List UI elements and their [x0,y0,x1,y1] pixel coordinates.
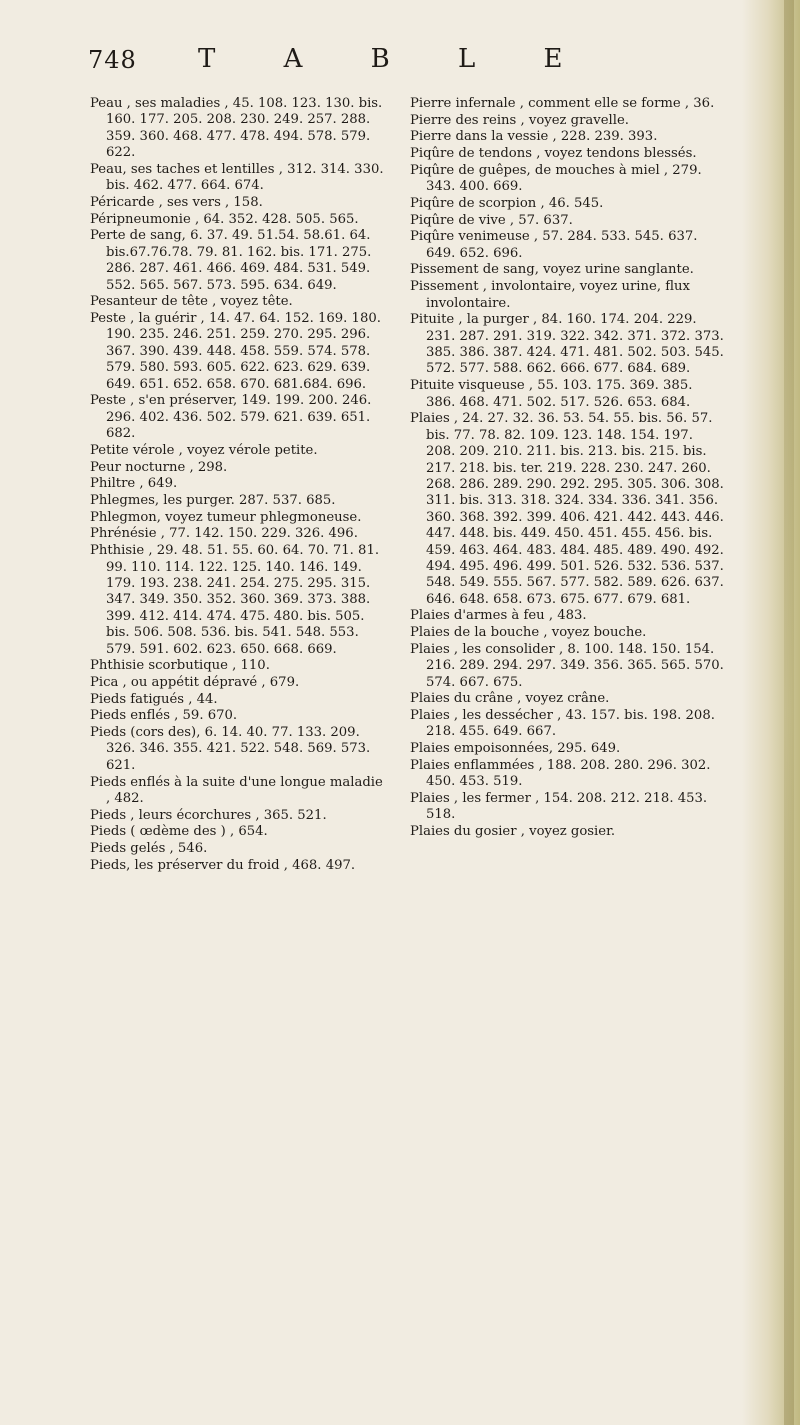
index-entry: Pissement , involontaire, voyez urine, flux involontaire. [410,279,690,311]
index-entry: Pierre dans la vessie , 228. 239. 393. [410,129,658,145]
index-entry: Pieds , leurs écorchures , 365. 521. [90,807,327,823]
page-number: 748 [88,46,137,74]
index-entry: Peur nocturne , 298. [90,459,228,475]
index-entry: Phthisie , 29. 48. 51. 55. 60. 64. 70. 71. 81. 99. 110. 114. 122. 125. 140. 146. 149. 179. 193. 238. 241. 254. 275. 295. 315. 347. 349. 350. 352. 360. 369. 373. 388. 399. 412. 414. 474. 475. 480. bis. 505. bis. 506. 508. 536. bis. 541. 548. 553. 579. 591. 602. 623. 650. 668. 669. [90,543,380,657]
index-entry: Petite vérole , voyez vérole petite. [90,442,318,458]
index-column-left [90,96,390,875]
index-entry: Plaies du crâne , voyez crâne. [410,691,610,707]
index-entry: Phlegmes, les purger. 287. 537. 685. [90,493,336,509]
index-entry: Phlegmon, voyez tumeur phlegmoneuse. [90,509,362,525]
index-entry: Pierre infernale , comment elle se forme , 36. [410,96,715,111]
index-entry: Plaies enflammées , 188. 208. 280. 296. 302. 450. 453. 519. [410,757,711,790]
index-entry: Pica , ou appétit dépravé , 679. [90,674,300,690]
index-entry: Plaies de la bouche , voyez bouche. [410,625,647,641]
index-entry: Piqûre de vive , 57. 637. [410,212,573,228]
index-entry: Peau , ses maladies , 45. 108. 123. 130. bis. 160. 177. 205. 208. 230. 249. 257. 288. 359. 360. 468. 477. 478. 494. 578. 579. 622. [90,96,383,161]
index-entry: Philtre , 649. [90,476,178,492]
running-title: T A B L E [198,44,593,74]
index-entry: Plaies d'armes à feu , 483. [410,608,587,624]
index-entry: Péripneumonie , 64. 352. 428. 505. 565. [90,211,359,227]
index-entry: Piqûre de guêpes, de mouches à miel , 279. 343. 400. 669. [410,162,702,195]
index-entry: Phthisie scorbutique , 110. [90,658,270,674]
index-entry: Peau, ses taches et lentilles , 312. 314. 330. bis. 462. 477. 664. 674. [90,161,384,194]
index-entry: Plaies du gosier , voyez gosier. [410,824,616,840]
index-entry: Plaies empoisonnées, 295. 649. [410,741,621,757]
index-entry: Péricarde , ses vers , 158. [90,195,263,211]
index-entry: Piqûre de tendons , voyez tendons blessés. [410,146,697,162]
binding-edge [784,0,794,1425]
index-entry: Pesanteur de tête , voyez tête. [90,294,293,310]
index-entry: Plaies , les fermer , 154. 208. 212. 218. 453. 518. [410,791,708,823]
index-entry: Pieds enflés à la suite d'une longue maladie , 482. [90,774,383,806]
index-entry: Peste , la guérir , 14. 47. 64. 152. 169. 180. 190. 235. 246. 251. 259. 270. 295. 296. 367. 390. 439. 448. 458. 559. 574. 578. 579. 580. 593. 605. 622. 623. 629. 639. 649. 651. 652. 658. 670. 681.684. 696. [90,311,381,392]
index-entry: Pieds, les préserver du froid , 468. 497. [90,857,356,873]
index-entry: Phrénésie , 77. 142. 150. 229. 326. 496. [90,526,358,542]
index-entry: Pieds enflés , 59. 670. [90,708,238,724]
index-entry: Pissement de sang, voyez urine sanglante. [410,262,694,278]
index-entry: Pieds gelés , 546. [90,841,208,857]
index-entry: Plaies , les consolider , 8. 100. 148. 150. 154. 216. 289. 294. 297. 349. 356. 365. 565. 570. 574. 667. 675. [410,641,724,690]
index-entry: Pieds ( œdème des ) , 654. [90,824,268,840]
index-column-right [410,96,725,841]
index-entry: Piqûre de scorpion , 46. 545. [410,195,604,211]
page-header [88,44,708,84]
index-entry: Plaies , les dessécher , 43. 157. bis. 198. 208. 218. 455. 649. 667. [410,708,715,740]
index-entry: Piqûre venimeuse , 57. 284. 533. 545. 637. 649. 652. 696. [410,229,698,261]
index-entry: Peste , s'en préserver, 149. 199. 200. 246. 296. 402. 436. 502. 579. 621. 639. 651. 682. [90,393,372,442]
index-entry: Pieds fatigués , 44. [90,691,218,707]
index-entry: Pituite , la purger , 84. 160. 174. 204. 229. 231. 287. 291. 319. 322. 342. 371. 372. 373. 385. 386. 387. 424. 471. 481. 502. 503. 545. 572. 577. 588. 662. 666. 677. 684. 689. [410,312,724,377]
index-entry: Pituite visqueuse , 55. 103. 175. 369. 385. 386. 468. 471. 502. 517. 526. 653. 684. [410,378,693,410]
index-entry: Perte de sang, 6. 37. 49. 51.54. 58.61. 64. bis.67.76.78. 79. 81. 162. bis. 171. 275. 286. 287. 461. 466. 469. 484. 531. 549. 552. 565. 567. 573. 595. 634. 649. [90,228,372,293]
index-entry: Pieds (cors des), 6. 14. 40. 77. 133. 209. 326. 346. 355. 421. 522. 548. 569. 573. 621. [90,725,371,773]
index-entry: Pierre des reins , voyez gravelle. [410,112,629,128]
index-entry: Plaies , 24. 27. 32. 36. 53. 54. 55. bis. 56. 57. bis. 77. 78. 82. 109. 123. 148. 154. 197. 208. 209. 210. 211. bis. 213. bis. 215. bis. 217. 218. bis. ter. 219. 228. 230. 247. 260. 268. 286. 289. 290. 292. 295. 305. 306. 308. 311. bis. 313. 318. 324. 334. 336. 341. 356. 360. 368. 392. 399. 406. 421. 442. 443. 446. 447. 448. bis. 449. 450. 451. 455. 456. bis. 459. 463. 464. 483. 484. 485. 489. 490. 492. 494. 495. 496. 499. 501. 526. 532. 536. 537. 548. 549. 555. 567. 577. 582. 589. 626. 637. 646. 648. 658. 673. 675. 677. 679. 681. [410,411,724,607]
